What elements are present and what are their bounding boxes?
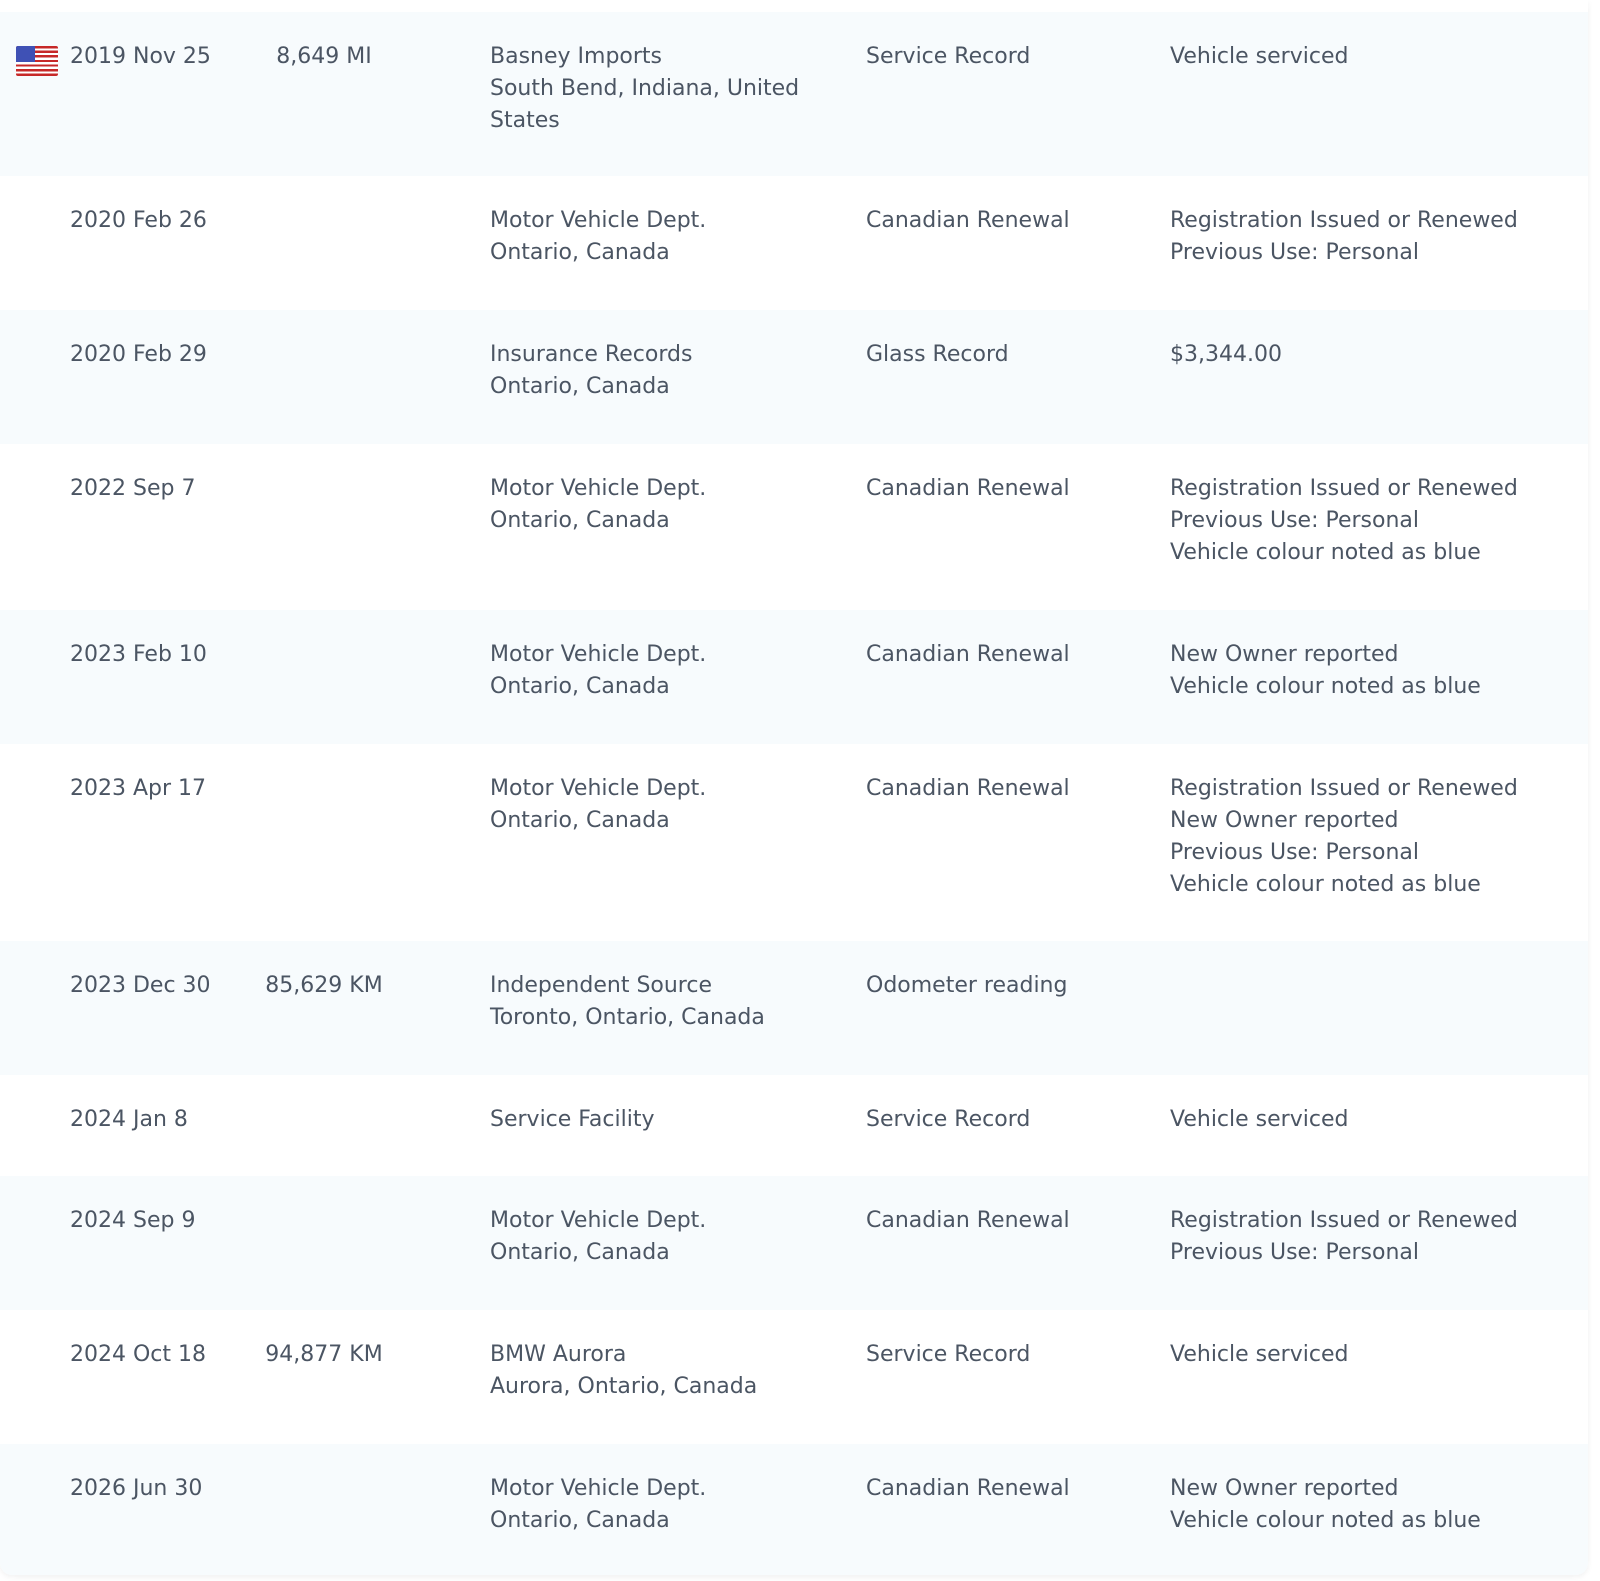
- detail-line: Previous Use: Personal: [1170, 508, 1419, 533]
- record-details: [1170, 1339, 1348, 1371]
- source-line: Ontario, Canada: [490, 674, 670, 699]
- detail-line: Vehicle colour noted as blue: [1170, 540, 1481, 565]
- table-row: [0, 744, 1588, 941]
- record-type: Canadian Renewal: [866, 208, 1070, 233]
- detail-line: Previous Use: Personal: [1170, 1240, 1419, 1265]
- source-line: Ontario, Canada: [490, 808, 670, 833]
- record-source: [490, 1339, 757, 1403]
- record-details: [1170, 773, 1518, 901]
- source-line: States: [490, 108, 560, 133]
- source-line: Ontario, Canada: [490, 1508, 670, 1533]
- record-type: Odometer reading: [866, 973, 1068, 998]
- source-line: Toronto, Ontario, Canada: [490, 1005, 765, 1030]
- record-type: Canadian Renewal: [866, 476, 1070, 501]
- table-row: [0, 1075, 1588, 1176]
- record-type: Glass Record: [866, 342, 1009, 367]
- detail-line: Vehicle serviced: [1170, 1342, 1349, 1367]
- record-type: Service Record: [866, 44, 1031, 69]
- source-line: Ontario, Canada: [490, 1240, 670, 1265]
- source-line: Aurora, Ontario, Canada: [490, 1374, 758, 1399]
- source-line: Insurance Records: [490, 342, 693, 367]
- record-date: 2026 Jun 30: [70, 1476, 203, 1501]
- record-type: Canadian Renewal: [866, 776, 1070, 801]
- table-row: [0, 310, 1588, 444]
- detail-line: Previous Use: Personal: [1170, 840, 1419, 865]
- table-row: [0, 610, 1588, 744]
- record-details: [1170, 1104, 1348, 1136]
- record-date: 2023 Dec 30: [70, 973, 211, 998]
- source-line: Ontario, Canada: [490, 374, 670, 399]
- record-date: 2023 Feb 10: [70, 642, 207, 667]
- odometer-value: 94,877 KM: [265, 1342, 383, 1367]
- record-date: 2023 Apr 17: [70, 776, 207, 801]
- source-line: Ontario, Canada: [490, 508, 670, 533]
- record-details: [1170, 1473, 1481, 1537]
- source-line: Motor Vehicle Dept.: [490, 776, 707, 801]
- record-date: 2024 Sep 9: [70, 1208, 196, 1233]
- source-line: Independent Source: [490, 973, 712, 998]
- table-row: [0, 1444, 1588, 1575]
- record-source: [490, 41, 799, 137]
- table-row: [0, 176, 1588, 310]
- detail-line: New Owner reported: [1170, 1476, 1399, 1501]
- record-source: [490, 1104, 655, 1136]
- odometer-value: 85,629 KM: [265, 973, 383, 998]
- source-line: Motor Vehicle Dept.: [490, 476, 707, 501]
- record-source: [490, 773, 706, 837]
- record-source: [490, 639, 706, 703]
- record-date: 2020 Feb 26: [70, 208, 207, 233]
- record-details: [1170, 1205, 1518, 1269]
- record-type: Canadian Renewal: [866, 1208, 1070, 1233]
- detail-line: Vehicle serviced: [1170, 44, 1349, 69]
- detail-line: Registration Issued or Renewed: [1170, 1208, 1518, 1233]
- detail-line: New Owner reported: [1170, 808, 1399, 833]
- record-source: [490, 1205, 706, 1269]
- detail-line: Vehicle colour noted as blue: [1170, 872, 1481, 897]
- record-type: Service Record: [866, 1107, 1031, 1132]
- record-date: 2020 Feb 29: [70, 342, 207, 367]
- source-line: BMW Aurora: [490, 1342, 627, 1367]
- record-source: [490, 473, 706, 537]
- detail-line: Vehicle colour noted as blue: [1170, 1508, 1481, 1533]
- record-date: 2024 Jan 8: [70, 1107, 188, 1132]
- record-source: [490, 1473, 706, 1537]
- table-row: [0, 1176, 1588, 1310]
- detail-line: New Owner reported: [1170, 642, 1399, 667]
- table-row: [0, 1310, 1588, 1444]
- source-line: Motor Vehicle Dept.: [490, 208, 707, 233]
- record-source: [490, 205, 706, 269]
- table-row: [0, 12, 1588, 176]
- record-details: [1170, 205, 1518, 269]
- detail-line: Vehicle serviced: [1170, 1107, 1349, 1132]
- source-line: Motor Vehicle Dept.: [490, 1476, 707, 1501]
- odometer-value: 8,649 MI: [276, 44, 372, 69]
- source-line: Motor Vehicle Dept.: [490, 1208, 707, 1233]
- table-row: [0, 444, 1588, 610]
- record-source: [490, 339, 692, 403]
- record-date: 2019 Nov 25: [70, 44, 211, 69]
- detail-line: $3,344.00: [1170, 342, 1282, 367]
- source-line: Basney Imports: [490, 44, 663, 69]
- record-date: 2024 Oct 18: [70, 1342, 207, 1367]
- table-row: [0, 941, 1588, 1075]
- source-line: Ontario, Canada: [490, 240, 670, 265]
- source-line: Service Facility: [490, 1107, 655, 1132]
- source-line: South Bend, Indiana, United: [490, 76, 800, 101]
- us-flag-icon: [16, 46, 58, 76]
- record-details: [1170, 339, 1282, 371]
- record-type: Canadian Renewal: [866, 642, 1070, 667]
- detail-line: Registration Issued or Renewed: [1170, 476, 1518, 501]
- detail-line: Previous Use: Personal: [1170, 240, 1419, 265]
- record-details: [1170, 639, 1481, 703]
- record-date: 2022 Sep 7: [70, 476, 196, 501]
- record-details: [1170, 473, 1518, 569]
- record-source: [490, 970, 765, 1034]
- detail-line: Vehicle colour noted as blue: [1170, 674, 1481, 699]
- record-type: Service Record: [866, 1342, 1031, 1367]
- record-type: Canadian Renewal: [866, 1476, 1070, 1501]
- record-details: [1170, 41, 1348, 73]
- detail-line: Registration Issued or Renewed: [1170, 776, 1518, 801]
- source-line: Motor Vehicle Dept.: [490, 642, 707, 667]
- detail-line: Registration Issued or Renewed: [1170, 208, 1518, 233]
